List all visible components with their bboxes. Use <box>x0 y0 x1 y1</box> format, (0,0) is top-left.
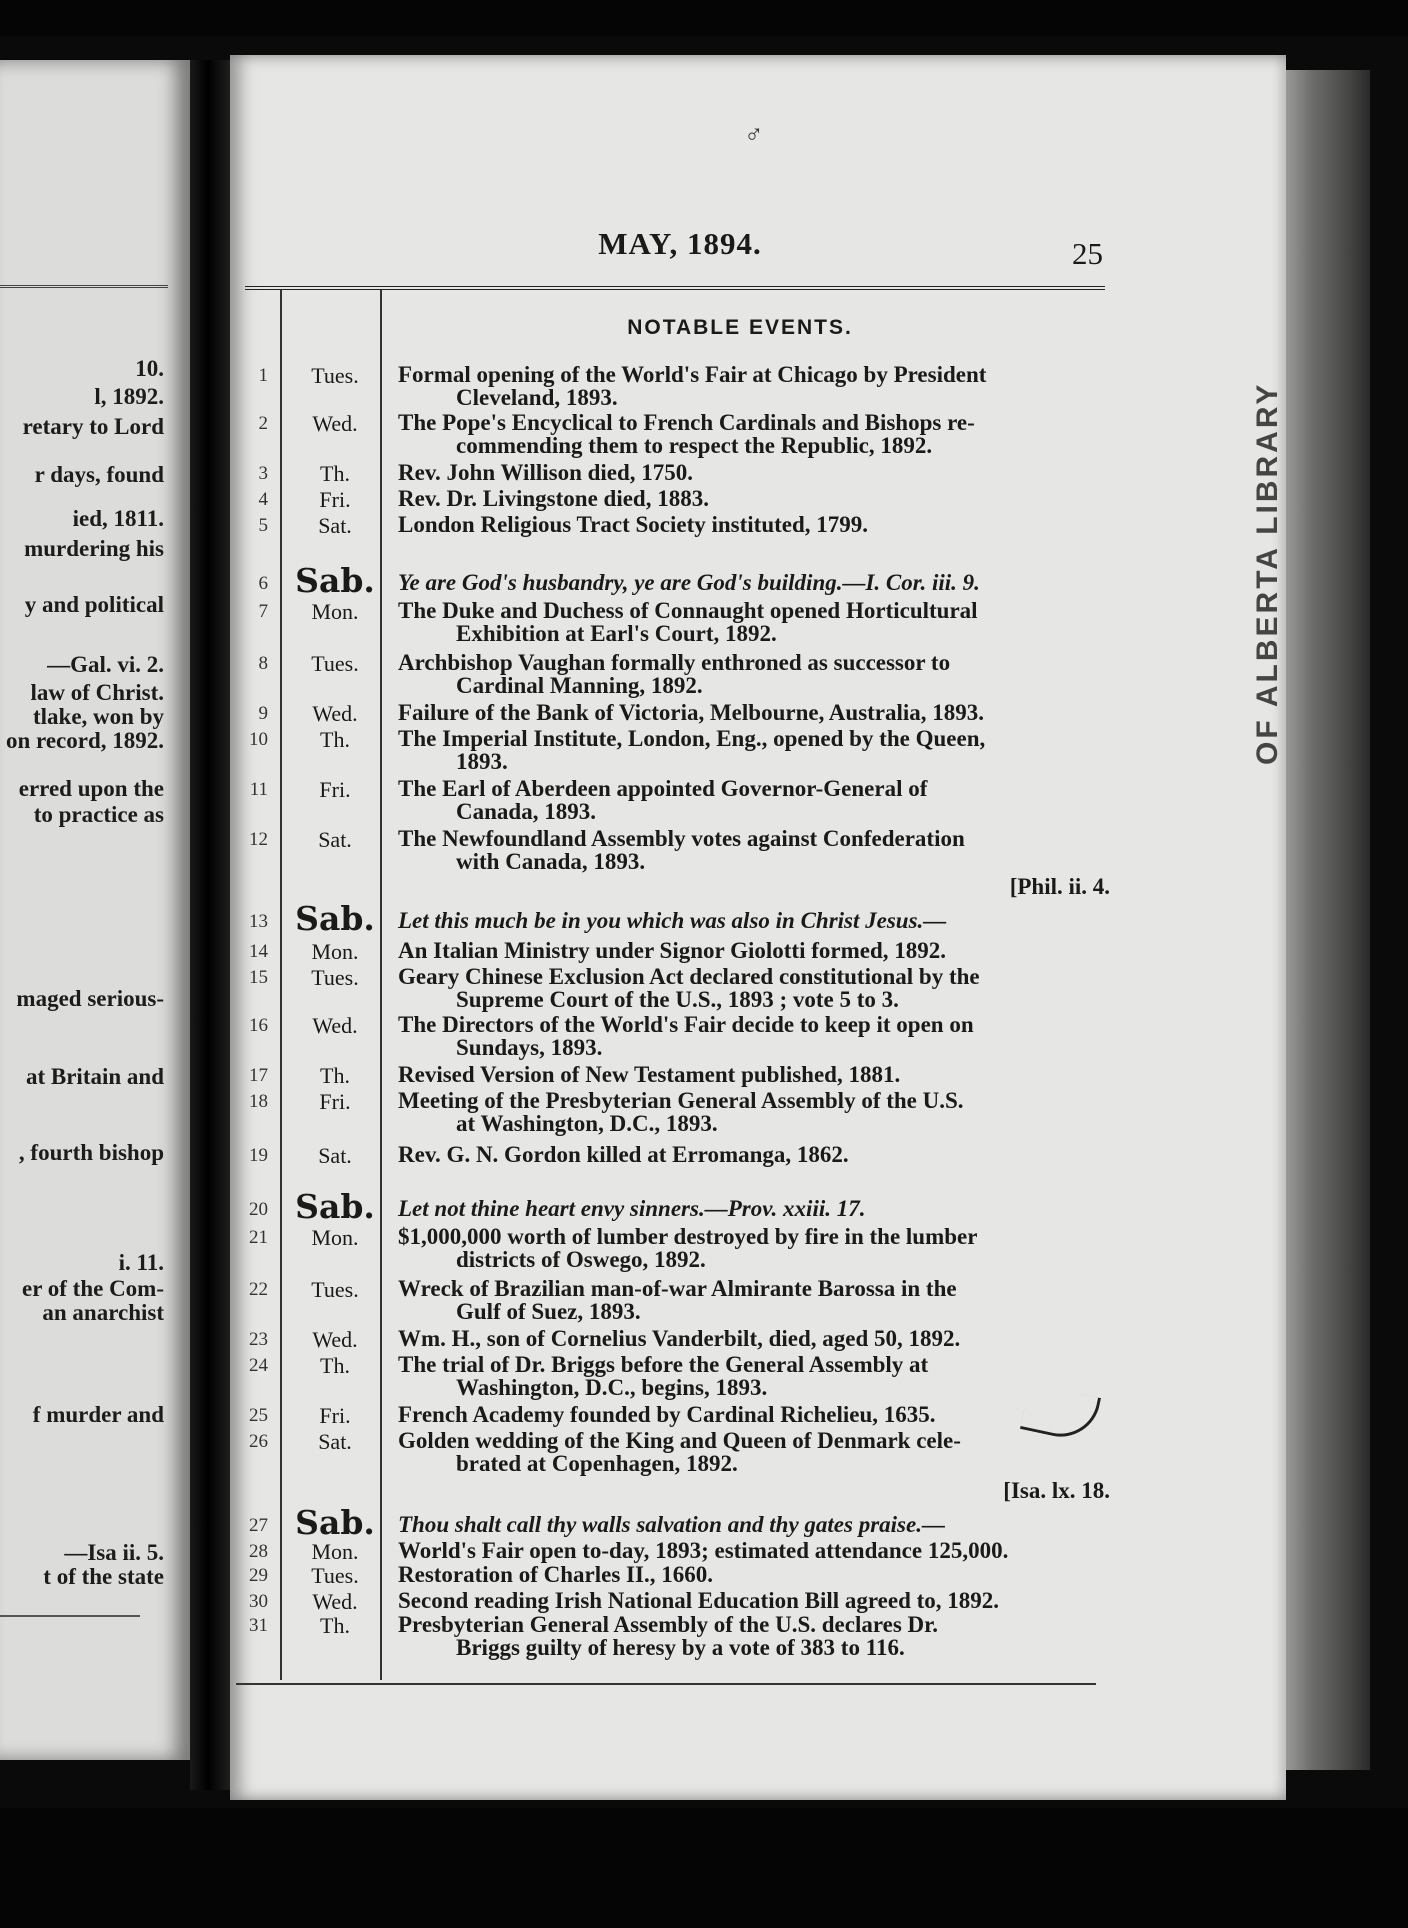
weekday: Wed. <box>312 1327 358 1352</box>
left-page-fragment: l, 1892. <box>94 384 164 409</box>
weekday: Th. <box>320 1063 350 1088</box>
day-number: 15 <box>249 967 268 988</box>
weekday: Sat. <box>318 513 352 538</box>
page-number: 25 <box>1072 236 1103 271</box>
day-number: 29 <box>249 1565 268 1586</box>
day-number: 4 <box>258 489 268 510</box>
left-page-fragment: at Britain and <box>25 1064 164 1089</box>
weekday: Sab. <box>295 561 375 600</box>
header-rule <box>245 286 1105 290</box>
event-text-continued: commending them to respect the Republic, 1892. <box>456 433 933 458</box>
day-number: 28 <box>249 1541 268 1562</box>
event-row <box>230 1088 1110 1136</box>
event-text-continued: Supreme Court of the U.S., 1893 ; vote 5 to 3. <box>456 987 899 1012</box>
event-row <box>230 1326 1110 1352</box>
scripture-verse: Let this much be in you which was also in Christ Jesus.— <box>398 908 947 933</box>
event-text-continued: Cardinal Manning, 1892. <box>456 673 703 698</box>
event-row <box>230 650 1110 698</box>
event-text: Golden wedding of the King and Queen of Denmark cele- <box>398 1428 961 1453</box>
weekday: Sab. <box>295 1187 375 1226</box>
event-row <box>230 826 1110 874</box>
event-text: London Religious Tract Society instituted, 1799. <box>398 512 869 537</box>
event-row <box>230 1012 1110 1060</box>
left-page-fragment: r days, found <box>34 462 164 487</box>
weekday: Sab. <box>295 899 375 938</box>
event-row <box>230 1478 1110 1542</box>
event-row <box>230 726 1110 774</box>
book-gutter <box>190 60 230 1790</box>
page-edge <box>1286 70 1370 1770</box>
event-text: The trial of Dr. Briggs before the General Assembly at <box>398 1352 929 1377</box>
left-page-fragment: i. 11. <box>118 1250 164 1275</box>
day-number: 17 <box>249 1065 268 1086</box>
event-row <box>230 410 1110 458</box>
left-page-fragment: 10. <box>135 356 164 381</box>
event-text: $1,000,000 worth of lumber destroyed by fire in the lumber <box>398 1224 978 1249</box>
weekday: Mon. <box>311 1225 359 1250</box>
day-number: 25 <box>249 1405 268 1426</box>
weekday: Wed. <box>312 1013 358 1038</box>
day-number: 11 <box>249 779 268 800</box>
ink-mark-icon: ♂ <box>744 120 764 149</box>
event-row <box>230 1538 1110 1564</box>
left-page-fragment: —Isa ii. 5. <box>64 1540 164 1565</box>
scripture-verse: Thou shalt call thy walls salvation and thy gates praise.— <box>398 1512 945 1537</box>
weekday: Wed. <box>312 1589 358 1614</box>
event-text-continued: 1893. <box>456 749 508 774</box>
event-text: Presbyterian General Assembly of the U.S. declares Dr. <box>398 1612 939 1637</box>
left-page-fragment: t of the state <box>43 1564 164 1589</box>
event-row <box>230 938 1110 964</box>
event-text: The Earl of Aberdeen appointed Governor-General of <box>398 776 928 801</box>
event-row <box>230 1224 1110 1272</box>
day-number: 9 <box>258 703 268 724</box>
day-number: 20 <box>249 1199 268 1220</box>
footer-rule <box>236 1683 1096 1685</box>
page-title: MAY, 1894. <box>598 226 762 261</box>
weekday: Tues. <box>311 965 359 990</box>
event-row <box>230 1612 1110 1660</box>
left-page-fragment: f murder and <box>32 1402 164 1427</box>
weekday: Fri. <box>319 1403 351 1428</box>
weekday: Th. <box>320 461 350 486</box>
event-row <box>230 700 1110 726</box>
left-page-header-rule <box>0 285 168 288</box>
day-number: 24 <box>249 1355 268 1376</box>
weekday: Wed. <box>312 411 358 436</box>
weekday: Mon. <box>311 599 359 624</box>
event-text: World's Fair open to-day, 1893; estimated attendance 125,000. <box>398 1538 1009 1563</box>
weekday: Th. <box>320 1353 350 1378</box>
event-row <box>230 776 1110 824</box>
left-page-fragment: law of Christ. <box>30 680 164 705</box>
left-page-fragment: on record, 1892. <box>5 728 164 753</box>
event-text: The Directors of the World's Fair decide to keep it open on <box>398 1012 974 1037</box>
left-page-fragment: ied, 1811. <box>72 506 164 531</box>
event-row <box>230 1352 1110 1400</box>
left-page-fragment: an anarchist <box>42 1300 164 1325</box>
event-text: Second reading Irish National Education Bill agreed to, 1892. <box>398 1588 1000 1613</box>
scripture-reference: [Phil. ii. 4. <box>1009 874 1110 899</box>
weekday: Sat. <box>318 1429 352 1454</box>
event-row <box>230 362 1110 410</box>
scan-frame-top <box>0 0 1408 36</box>
event-row <box>230 1402 1110 1428</box>
weekday: Mon. <box>311 1539 359 1564</box>
weekday: Th. <box>320 727 350 752</box>
left-page-fragment: —Gal. vi. 2. <box>47 652 164 677</box>
section-title: NOTABLE EVENTS. <box>627 316 853 339</box>
event-text-continued: at Washington, D.C., 1893. <box>456 1111 718 1136</box>
day-number: 5 <box>258 515 268 536</box>
event-row <box>230 1142 1110 1168</box>
event-text-continued: Canada, 1893. <box>456 799 596 824</box>
library-stamp: OF ALBERTA LIBRARY <box>1251 381 1284 765</box>
day-number: 19 <box>249 1145 268 1166</box>
weekday: Sat. <box>318 1143 352 1168</box>
left-page-fragment: retary to Lord <box>22 414 164 439</box>
day-number: 18 <box>249 1091 268 1112</box>
weekday: Tues. <box>311 651 359 676</box>
weekday: Fri. <box>319 1089 351 1114</box>
event-text: An Italian Ministry under Signor Giolotti formed, 1892. <box>398 938 946 963</box>
event-row <box>230 1187 1110 1226</box>
left-page-fragment: tlake, won by <box>33 704 164 729</box>
event-row <box>230 598 1110 646</box>
event-text: The Duke and Duchess of Connaught opened Horticultural <box>398 598 978 623</box>
event-row <box>230 460 1110 486</box>
event-row <box>230 512 1110 538</box>
weekday: Tues. <box>311 1277 359 1302</box>
event-text: Wreck of Brazilian man-of-war Almirante Barossa in the <box>398 1276 957 1301</box>
event-text: Formal opening of the World's Fair at Chicago by President <box>398 362 987 387</box>
event-row <box>230 874 1110 938</box>
weekday: Th. <box>320 1613 350 1638</box>
event-text-continued: with Canada, 1893. <box>456 849 646 874</box>
weekday: Tues. <box>311 363 359 388</box>
event-text-continued: Sundays, 1893. <box>456 1035 603 1060</box>
weekday: Sab. <box>295 1503 375 1542</box>
left-page-fragment: er of the Com- <box>22 1276 164 1301</box>
event-text: Rev. John Willison died, 1750. <box>398 460 694 485</box>
day-number: 3 <box>258 463 268 484</box>
scripture-verse: Ye are God's husbandry, ye are God's building.—I. Cor. iii. 9. <box>398 570 980 595</box>
left-page-fragment: murdering his <box>24 536 164 561</box>
event-row <box>230 1588 1110 1614</box>
event-row <box>230 486 1110 512</box>
left-page-fragment: erred upon the <box>18 776 164 801</box>
day-number: 14 <box>249 941 268 962</box>
weekday: Sat. <box>318 827 352 852</box>
event-text: Failure of the Bank of Victoria, Melbourne, Australia, 1893. <box>398 700 985 725</box>
event-text-continued: Washington, D.C., begins, 1893. <box>456 1375 768 1400</box>
left-page-fragment: to practice as <box>33 802 164 827</box>
event-text: The Newfoundland Assembly votes against Confederation <box>398 826 965 851</box>
day-number: 6 <box>258 573 268 594</box>
day-number: 1 <box>258 365 268 386</box>
day-number: 30 <box>249 1591 268 1612</box>
event-row <box>230 1562 1110 1588</box>
day-number: 27 <box>249 1515 268 1536</box>
weekday: Fri. <box>319 777 351 802</box>
event-text-continued: districts of Oswego, 1892. <box>456 1247 706 1272</box>
scripture-reference: [Isa. lx. 18. <box>1003 1478 1110 1503</box>
day-number: 26 <box>249 1431 268 1452</box>
day-number: 13 <box>249 911 268 932</box>
event-row <box>230 964 1110 1012</box>
event-text-continued: Exhibition at Earl's Court, 1892. <box>456 621 777 646</box>
event-row <box>230 561 1110 600</box>
weekday: Wed. <box>312 701 358 726</box>
event-text-continued: Cleveland, 1893. <box>456 385 618 410</box>
event-text: Meeting of the Presbyterian General Assembly of the U.S. <box>398 1088 964 1113</box>
event-text: Rev. G. N. Gordon killed at Erromanga, 1862. <box>398 1142 849 1167</box>
event-text: Archbishop Vaughan formally enthroned as successor to <box>398 650 951 675</box>
event-text: Revised Version of New Testament published, 1881. <box>398 1062 901 1087</box>
day-number: 2 <box>258 413 268 434</box>
event-row <box>230 1276 1110 1324</box>
event-text: The Imperial Institute, London, Eng., opened by the Queen, <box>398 726 986 751</box>
weekday: Fri. <box>319 487 351 512</box>
facing-page-left <box>0 60 190 1760</box>
event-text: French Academy founded by Cardinal Richelieu, 1635. <box>398 1402 936 1427</box>
day-number: 10 <box>249 729 268 750</box>
left-page-footer-rule <box>0 1615 140 1617</box>
day-number: 31 <box>249 1615 268 1636</box>
event-text: Rev. Dr. Livingstone died, 1883. <box>398 486 709 511</box>
event-text: Restoration of Charles II., 1660. <box>398 1562 713 1587</box>
event-row <box>230 1062 1110 1088</box>
event-row <box>230 1428 1110 1476</box>
day-number: 23 <box>249 1329 268 1350</box>
event-text-continued: brated at Copenhagen, 1892. <box>456 1451 738 1476</box>
weekday: Tues. <box>311 1563 359 1588</box>
day-number: 22 <box>249 1279 268 1300</box>
left-page-fragment: , fourth bishop <box>18 1140 164 1165</box>
day-number: 7 <box>258 601 268 622</box>
day-number: 16 <box>249 1015 268 1036</box>
left-page-fragment: maged serious- <box>16 986 164 1011</box>
event-text: Wm. H., son of Cornelius Vanderbilt, died, aged 50, 1892. <box>398 1326 961 1351</box>
day-number: 8 <box>258 653 268 674</box>
event-text: The Pope's Encyclical to French Cardinals and Bishops re- <box>398 410 975 435</box>
left-page-fragment: y and political <box>24 592 164 617</box>
day-number: 21 <box>249 1227 268 1248</box>
event-text-continued: Briggs guilty of heresy by a vote of 383 to 116. <box>456 1635 905 1660</box>
scan-frame-bottom <box>0 1808 1408 1928</box>
event-text: Geary Chinese Exclusion Act declared constitutional by the <box>398 964 980 989</box>
scripture-verse: Let not thine heart envy sinners.—Prov. xxiii. 17. <box>398 1196 866 1221</box>
weekday: Mon. <box>311 939 359 964</box>
event-text-continued: Gulf of Suez, 1893. <box>456 1299 641 1324</box>
day-number: 12 <box>249 829 268 850</box>
